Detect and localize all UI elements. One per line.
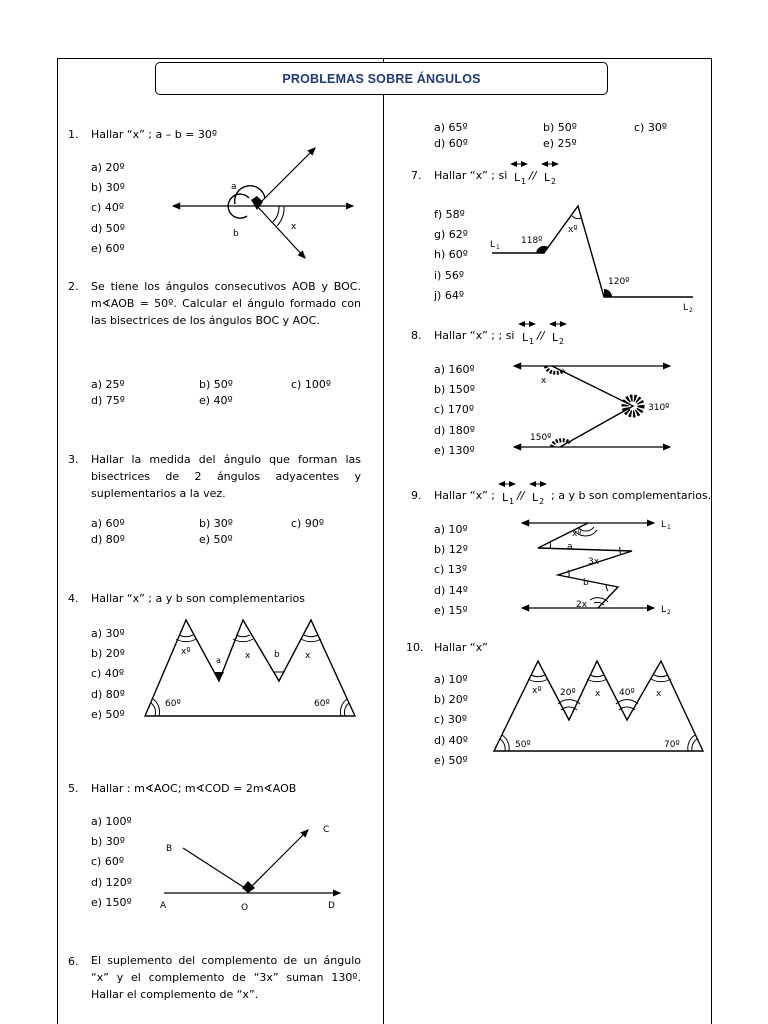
frame-top-border (57, 58, 712, 59)
q5-vertex-mark (242, 881, 255, 893)
q8-parallel-notation (517, 318, 569, 344)
q7-angle-120-mark (604, 289, 612, 297)
q7-option-f[interactable]: f) 58º (434, 208, 465, 221)
q10-option-a[interactable]: a) 10º (434, 673, 468, 686)
q3-option-d[interactable]: d) 80º (91, 533, 125, 546)
q3-option-a[interactable]: a) 60º (91, 517, 125, 530)
q1-label-b: b (233, 229, 239, 239)
frame-left-border (57, 58, 58, 1024)
q1-figure (165, 140, 360, 265)
q5-label-D: D (328, 901, 335, 911)
q1-option-c[interactable]: c) 40º (91, 201, 125, 215)
q8-label-310: 310º (648, 403, 670, 413)
q7-figure (488, 200, 698, 315)
q5-label-C: C (323, 825, 330, 835)
q2-number: 2. (68, 280, 79, 293)
q1-options (91, 158, 125, 259)
q1-label-x: x (291, 222, 297, 232)
q5-label-O: O (241, 903, 249, 913)
q10-zigzag-shape (494, 661, 703, 751)
q6-option-a[interactable]: a) 65º (434, 121, 468, 134)
q5-option-b[interactable]: b) 30º (91, 835, 125, 849)
q1-option-a[interactable]: a) 20º (91, 161, 125, 174)
q5-label-B: B (166, 844, 173, 854)
frame-right-border (711, 58, 712, 1024)
q7-options (434, 205, 468, 306)
q1-upper-ray (257, 148, 315, 206)
q5-label-A: A (160, 901, 167, 911)
q7-option-g[interactable]: g) 62º (434, 228, 468, 242)
q7-option-h[interactable]: h) 60º (434, 248, 468, 262)
q6-number: 6. (68, 955, 79, 968)
q9-option-e[interactable]: e) 15º (434, 603, 468, 617)
q4-number: 4. (68, 592, 79, 605)
q10-label-x1: xº (532, 686, 542, 696)
q5-ray-ob (183, 848, 248, 890)
title-box (155, 62, 608, 95)
svg-text:2: 2 (539, 497, 545, 506)
q10-option-e[interactable]: e) 50º (434, 753, 468, 767)
q8-zigzag-path (552, 366, 633, 447)
q4-options (91, 624, 125, 725)
q5-options (91, 812, 132, 913)
q2-option-e[interactable]: e) 40º (199, 394, 233, 407)
q5-number: 5. (68, 782, 79, 795)
svg-text:1: 1 (521, 177, 527, 186)
q10-number: 10. (406, 641, 424, 654)
q1-lower-ray (257, 206, 305, 258)
q3-option-e[interactable]: e) 50º (199, 533, 233, 546)
q9-label-a: a (567, 542, 573, 552)
q6-option-b[interactable]: b) 50º (543, 121, 577, 134)
q9-text: Hallar “x” ; (434, 489, 495, 502)
q10-options (434, 670, 468, 771)
q7-parallel-notation (509, 158, 561, 184)
q1-number: 1. (68, 128, 79, 141)
q8-label-x: x (541, 376, 547, 386)
q9-option-c[interactable]: c) 13º (434, 563, 468, 577)
q10-label-right-angle: 70º (664, 740, 680, 750)
q2-option-c[interactable]: c) 100º (291, 378, 332, 391)
q5-option-e[interactable]: e) 150º (91, 895, 132, 909)
q2-option-b[interactable]: b) 50º (199, 378, 233, 391)
q4-figure (143, 617, 358, 719)
svg-text:1: 1 (509, 497, 515, 506)
q9-figure (520, 513, 700, 615)
q8-option-d[interactable]: d) 180º (434, 423, 475, 437)
svg-text://: // (537, 329, 545, 342)
q9-label-L2: L (661, 605, 667, 615)
q9-option-d[interactable]: d) 14º (434, 583, 468, 597)
q7-label-118: 118º (521, 236, 543, 246)
q4-option-a[interactable]: a) 30º (91, 627, 125, 640)
page-title: PROBLEMAS SOBRE ÁNGULOS (282, 71, 481, 86)
q8-line-l2: L (552, 331, 559, 344)
q4-text: Hallar “x” ; a y b son complementarios (91, 592, 305, 605)
q5-ray-oc (248, 830, 308, 890)
svg-text://: // (517, 489, 525, 502)
q8-figure (512, 358, 702, 458)
q7-text: Hallar “x” ; si (434, 169, 508, 182)
q9-line-l1: L (502, 491, 509, 504)
q5-option-d[interactable]: d) 120º (91, 875, 132, 889)
q6-option-c[interactable]: c) 30º (634, 121, 668, 134)
q9-line-l2: L (532, 491, 539, 504)
q2-option-a[interactable]: a) 25º (91, 378, 125, 391)
q4-angle-a-mark (214, 672, 224, 681)
svg-text:1: 1 (496, 244, 500, 251)
q4-label-left-angle: 60º (165, 699, 181, 709)
q9-label-2x: 2x (576, 600, 588, 610)
svg-text:2: 2 (689, 307, 693, 314)
q8-options (434, 360, 475, 461)
q9-text-tail: ; a y b son complementarios. (551, 489, 712, 502)
q4-label-b: b (274, 650, 280, 660)
q8-text: Hallar “x” ; ; si (434, 329, 515, 342)
q2-text: Se tiene los ángulos consecutivos AOB y BOC. m∢AOB = 50º. Calcular el ángulo formado con las bisectrices de los ángulos BOC y AOC. (91, 280, 361, 327)
q9-number: 9. (411, 489, 422, 502)
q4-option-b[interactable]: b) 20º (91, 647, 125, 661)
q10-label-40: 40º (619, 688, 635, 698)
q4-option-d[interactable]: d) 80º (91, 687, 125, 701)
q1-option-d[interactable]: d) 50º (91, 221, 125, 235)
q7-option-j[interactable]: j) 64º (434, 288, 465, 302)
q7-number: 7. (411, 169, 422, 182)
q9-label-x: xº (572, 529, 582, 539)
q8-label-150: 150º (530, 433, 552, 443)
q5-option-c[interactable]: c) 60º (91, 855, 125, 869)
q10-label-x2: x (595, 689, 601, 699)
q8-option-c[interactable]: c) 170º (434, 403, 475, 417)
q8-option-a[interactable]: a) 160º (434, 363, 475, 376)
q10-figure (491, 658, 706, 754)
q4-label-x3: x (305, 651, 311, 661)
q6-option-e[interactable]: e) 25º (543, 137, 577, 150)
q7-zigzag-path (492, 206, 693, 297)
q10-option-b[interactable]: b) 20º (434, 693, 468, 707)
q7-line-l2: L (544, 171, 551, 184)
q9-option-a[interactable]: a) 10º (434, 523, 468, 536)
q4-option-e[interactable]: e) 50º (91, 707, 125, 721)
q3-option-b[interactable]: b) 30º (199, 517, 233, 530)
q8-option-b[interactable]: b) 150º (434, 383, 475, 397)
q10-label-left-angle: 50º (515, 740, 531, 750)
q2-options (91, 377, 361, 411)
q1-option-b[interactable]: b) 30º (91, 181, 125, 195)
q9-label-3x: 3x (588, 557, 600, 567)
q7-line-l1: L (514, 171, 521, 184)
q4-label-x1: xº (181, 647, 191, 657)
svg-text:2: 2 (551, 177, 557, 186)
q5-figure (158, 818, 348, 914)
q7-angle-118-mark (536, 246, 548, 253)
q4-label-a: a (216, 656, 221, 665)
q7-label-L1: L (490, 240, 496, 250)
q7-label-L2: L (683, 303, 689, 313)
q3-option-c[interactable]: c) 90º (291, 517, 325, 530)
q8-line-l1: L (522, 331, 529, 344)
q5-option-a[interactable]: a) 100º (91, 815, 132, 828)
q6-text: El suplemento del complemento de un ángulo “x” y el complemento de “3x” suman 130º. Hallar el complemento de “x”. (91, 954, 361, 1001)
q10-option-d[interactable]: d) 40º (434, 733, 468, 747)
q2-option-d[interactable]: d) 75º (91, 394, 125, 407)
q7-label-x: xº (568, 225, 578, 235)
q3-options (91, 516, 361, 550)
q5-text: Hallar : m∢AOC; m∢COD = 2m∢AOB (91, 782, 297, 795)
svg-text:1: 1 (667, 524, 671, 531)
q10-text: Hallar “x” (434, 641, 488, 654)
q7-option-i[interactable]: i) 56º (434, 268, 465, 282)
q10-label-20: 20º (560, 688, 576, 698)
q1-vertex-mark (251, 196, 263, 210)
svg-text:2: 2 (667, 609, 671, 616)
q8-option-e[interactable]: e) 130º (434, 443, 475, 457)
q8-number: 8. (411, 329, 422, 342)
q9-option-b[interactable]: b) 12º (434, 543, 468, 557)
q4-label-right-angle: 60º (314, 699, 330, 709)
q9-options (434, 520, 468, 621)
q4-option-c[interactable]: c) 40º (91, 667, 125, 681)
q9-label-L1: L (661, 520, 667, 530)
q1-label-a: a (231, 182, 237, 192)
q10-option-c[interactable]: c) 30º (434, 713, 468, 727)
q3-text: Hallar la medida del ángulo que forman las bisectrices de 2 ángulos adyacentes y suplementarios a la vez. (91, 453, 361, 500)
q6-options (434, 120, 704, 154)
svg-text:2: 2 (559, 337, 565, 346)
q6-option-d[interactable]: d) 60º (434, 137, 468, 150)
q7-label-120: 120º (608, 277, 630, 287)
q1-text: Hallar “x” ; a – b = 30º (91, 128, 218, 141)
q9-parallel-notation (497, 478, 549, 504)
svg-text:1: 1 (529, 337, 535, 346)
column-divider (383, 58, 384, 1024)
q10-label-x3: x (656, 689, 662, 699)
q3-number: 3. (68, 453, 79, 466)
svg-text://: // (529, 169, 537, 182)
q1-option-e[interactable]: e) 60º (91, 241, 125, 255)
q4-label-x2: x (245, 651, 251, 661)
q9-label-b: b (583, 578, 589, 588)
